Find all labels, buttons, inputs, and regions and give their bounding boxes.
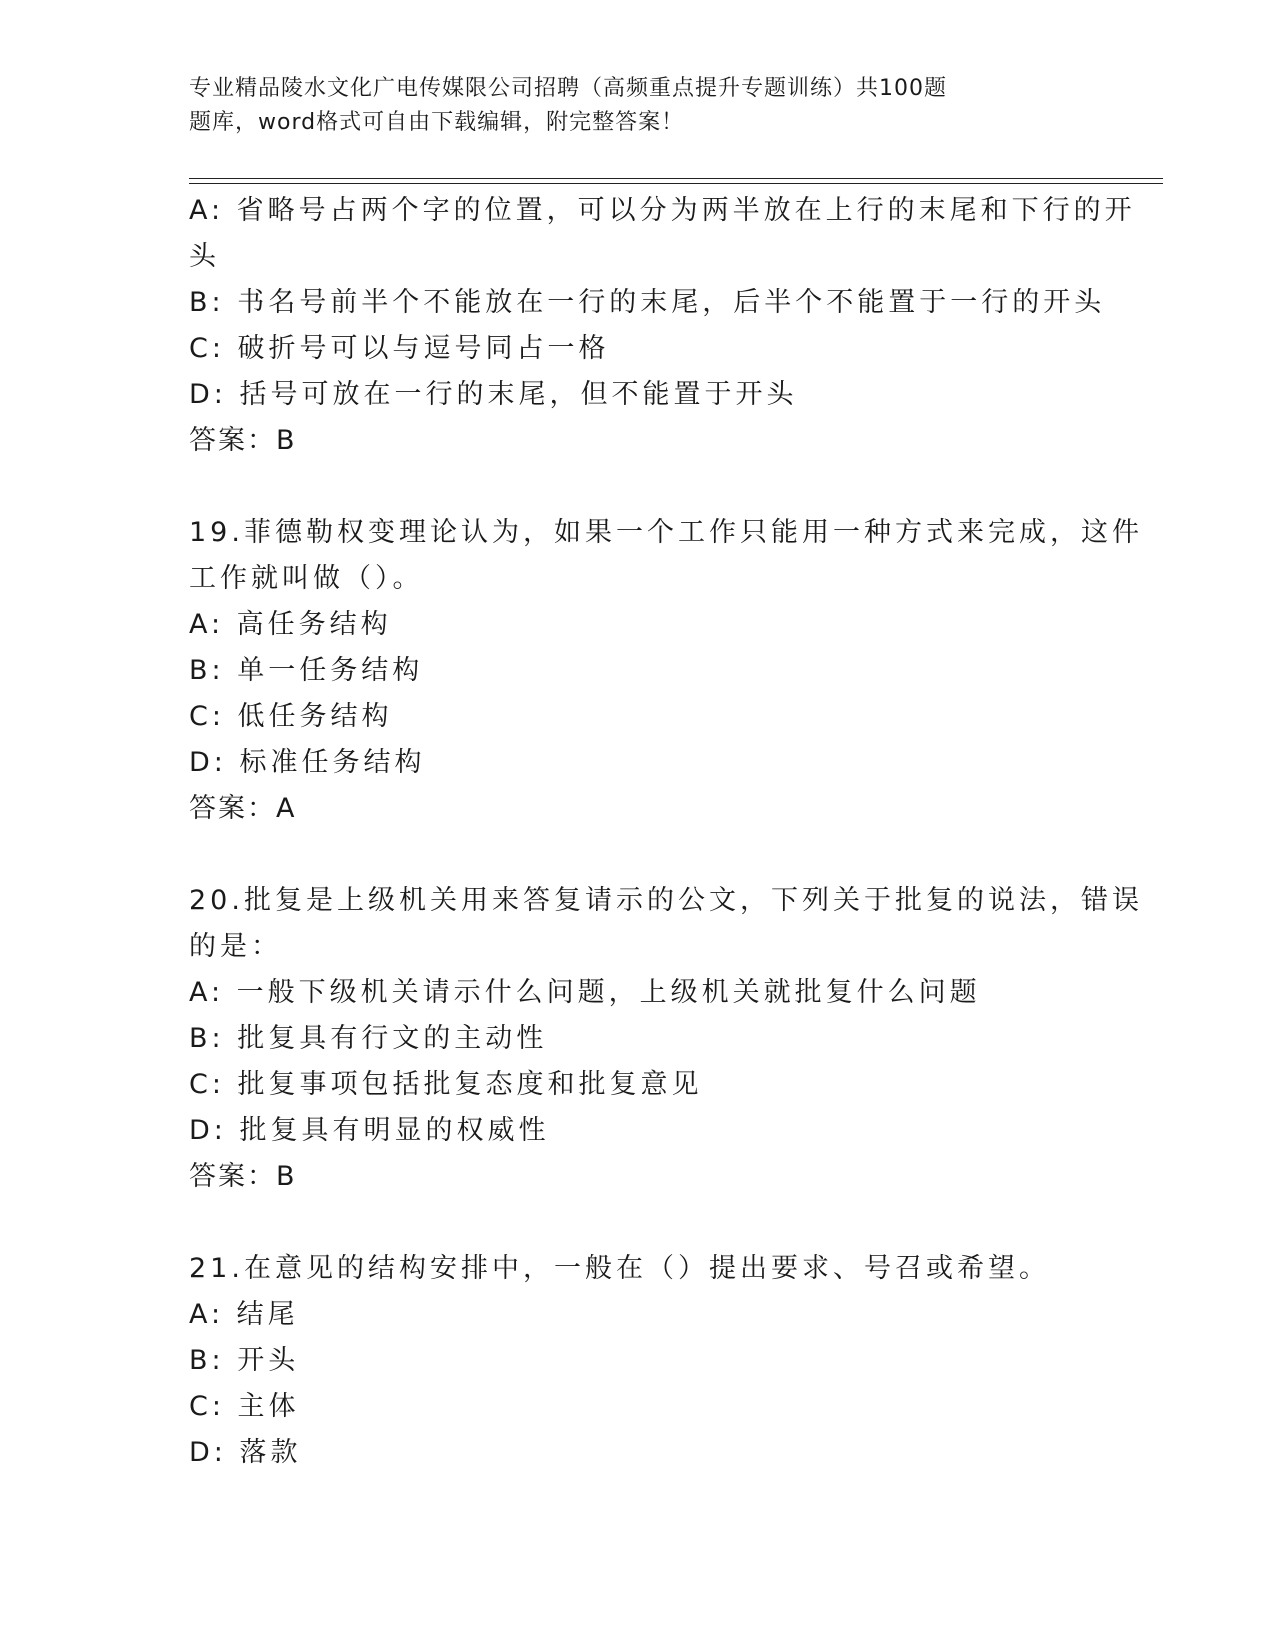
question-20 bbox=[189, 878, 1143, 1200]
header-divider-bottom bbox=[189, 183, 1163, 184]
option-c: C: 主体 bbox=[189, 1391, 300, 1422]
question-text: 19.菲德勒权变理论认为，如果一个工作只能用一种方式来完成，这件 bbox=[189, 517, 1143, 548]
option-b: B: 开头 bbox=[189, 1345, 300, 1376]
option-b: B: 书名号前半个不能放在一行的末尾，后半个不能置于一行的开头 bbox=[189, 287, 1106, 318]
option-a: A: 一般下级机关请示什么问题，上级机关就批复什么问题 bbox=[189, 977, 981, 1008]
question-21 bbox=[189, 1246, 1089, 1476]
option-c: C: 破折号可以与逗号同占一格 bbox=[189, 333, 610, 364]
question-text-continued: 的是： bbox=[189, 931, 282, 962]
question-text: 20.批复是上级机关用来答复请示的公文，下列关于批复的说法，错误 bbox=[189, 885, 1143, 916]
option-d: D: 括号可放在一行的末尾，但不能置于开头 bbox=[189, 379, 798, 410]
option-a: A: 结尾 bbox=[189, 1299, 299, 1330]
option-c: C: 低任务结构 bbox=[189, 701, 393, 732]
option-a-continued: 头 bbox=[189, 241, 220, 272]
question-text: 21.在意见的结构安排中，一般在（）提出要求、号召或希望。 bbox=[189, 1253, 1050, 1284]
option-b: B: 单一任务结构 bbox=[189, 655, 424, 686]
header-line-1: 专业精品陵水文化广电传媒限公司招聘（高频重点提升专题训练）共100题 bbox=[189, 76, 947, 101]
header-line-2: 题库，word格式可自由下载编辑，附完整答案！ bbox=[189, 110, 685, 135]
option-b: B: 批复具有行文的主动性 bbox=[189, 1023, 548, 1054]
option-d: D: 批复具有明显的权威性 bbox=[189, 1115, 550, 1146]
option-c: C: 批复事项包括批复态度和批复意见 bbox=[189, 1069, 703, 1100]
option-a: A: 省略号占两个字的位置，可以分为两半放在上行的末尾和下行的开 bbox=[189, 195, 1136, 226]
option-d: D: 标准任务结构 bbox=[189, 747, 426, 778]
answer-line: 答案：A bbox=[189, 793, 297, 824]
carryover-question bbox=[189, 188, 1136, 464]
document-body bbox=[189, 188, 1143, 1476]
header-divider-top bbox=[189, 178, 1163, 179]
option-d: D: 落款 bbox=[189, 1437, 302, 1468]
question-19 bbox=[189, 510, 1143, 832]
answer-line: 答案：B bbox=[189, 425, 297, 456]
document-header bbox=[189, 72, 1069, 140]
answer-line: 答案：B bbox=[189, 1161, 297, 1192]
option-a: A: 高任务结构 bbox=[189, 609, 392, 640]
question-text-continued: 工作就叫做（）。 bbox=[189, 563, 424, 594]
